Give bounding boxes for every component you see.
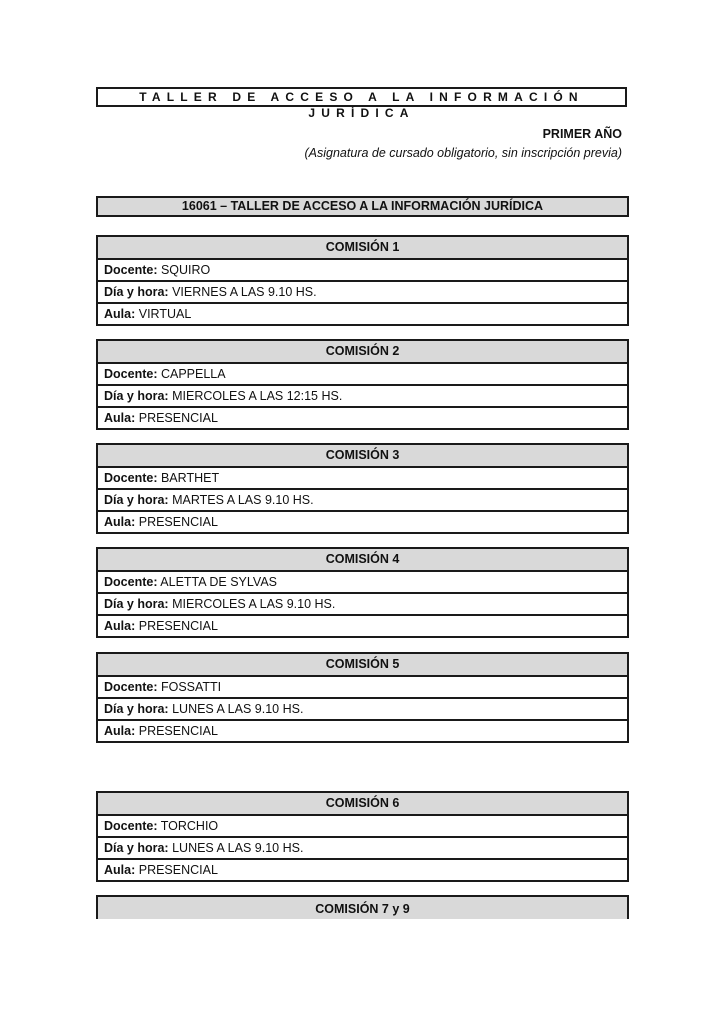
aula-value: VIRTUAL — [138, 307, 192, 321]
aula-row — [98, 860, 627, 880]
aula-row — [98, 408, 627, 428]
aula-value: PRESENCIAL — [138, 863, 218, 877]
comision-title: COMISIÓN 4 — [98, 549, 627, 572]
aula-row — [98, 304, 627, 324]
docente-value: SQUIRO — [160, 263, 211, 277]
dia-hora-row — [98, 282, 627, 304]
docente-row — [98, 364, 627, 386]
page-title: TALLER DE ACCESO A LA INFORMACIÓN JURÍDICA — [96, 87, 627, 107]
dia-hora-label: Día y hora: — [104, 493, 169, 507]
aula-label: Aula: — [104, 411, 136, 425]
dia-hora-value: LUNES A LAS 9.10 HS. — [172, 841, 304, 855]
dia-hora-row — [98, 386, 627, 408]
dia-hora-value: LUNES A LAS 9.10 HS. — [172, 702, 304, 716]
comision-title: COMISIÓN 2 — [98, 341, 627, 364]
dia-hora-row — [98, 699, 627, 721]
comision-title: COMISIÓN 6 — [98, 793, 627, 816]
docente-label: Docente: — [104, 471, 158, 485]
docente-row — [98, 677, 627, 699]
comision-table — [96, 235, 629, 326]
docente-value: FOSSATTI — [160, 680, 222, 694]
aula-label: Aula: — [104, 515, 136, 529]
aula-row — [98, 721, 627, 741]
aula-label: Aula: — [104, 619, 136, 633]
dia-hora-label: Día y hora: — [104, 285, 169, 299]
aula-value: PRESENCIAL — [138, 619, 218, 633]
year-label: PRIMER AÑO — [542, 127, 622, 141]
aula-label: Aula: — [104, 724, 136, 738]
docente-row — [98, 260, 627, 282]
comision-table — [96, 791, 629, 882]
comision-title: COMISIÓN 5 — [98, 654, 627, 677]
docente-value: ALETTA DE SYLVAS — [160, 575, 277, 589]
comision-table — [96, 652, 629, 743]
docente-value: TORCHIO — [160, 819, 219, 833]
docente-value: BARTHET — [160, 471, 220, 485]
dia-hora-label: Día y hora: — [104, 597, 169, 611]
dia-hora-value: MARTES A LAS 9.10 HS. — [172, 493, 314, 507]
docente-label: Docente: — [104, 575, 158, 589]
aula-value: PRESENCIAL — [138, 411, 218, 425]
docente-label: Docente: — [104, 263, 158, 277]
aula-row — [98, 512, 627, 532]
aula-value: PRESENCIAL — [138, 515, 218, 529]
aula-row — [98, 616, 627, 636]
comision-title-partial: COMISIÓN 7 y 9 — [96, 895, 629, 919]
comision-title: COMISIÓN 1 — [98, 237, 627, 260]
docente-label: Docente: — [104, 680, 158, 694]
dia-hora-row — [98, 594, 627, 616]
dia-hora-label: Día y hora: — [104, 389, 169, 403]
aula-label: Aula: — [104, 307, 136, 321]
course-note: (Asignatura de cursado obligatorio, sin inscripción previa) — [304, 146, 622, 160]
comision-table — [96, 443, 629, 534]
aula-value: PRESENCIAL — [138, 724, 218, 738]
dia-hora-row — [98, 490, 627, 512]
docente-label: Docente: — [104, 367, 158, 381]
dia-hora-value: VIERNES A LAS 9.10 HS. — [172, 285, 317, 299]
subject-header: 16061 – TALLER DE ACCESO A LA INFORMACIÓN JURÍDICA — [96, 196, 629, 217]
dia-hora-row — [98, 838, 627, 860]
aula-label: Aula: — [104, 863, 136, 877]
dia-hora-value: MIERCOLES A LAS 12:15 HS. — [172, 389, 343, 403]
docente-label: Docente: — [104, 819, 158, 833]
dia-hora-value: MIERCOLES A LAS 9.10 HS. — [172, 597, 336, 611]
comision-table — [96, 547, 629, 638]
dia-hora-label: Día y hora: — [104, 702, 169, 716]
dia-hora-label: Día y hora: — [104, 841, 169, 855]
docente-row — [98, 468, 627, 490]
comision-table — [96, 339, 629, 430]
docente-row — [98, 816, 627, 838]
docente-value: CAPPELLA — [160, 367, 226, 381]
docente-row — [98, 572, 627, 594]
comision-title: COMISIÓN 3 — [98, 445, 627, 468]
